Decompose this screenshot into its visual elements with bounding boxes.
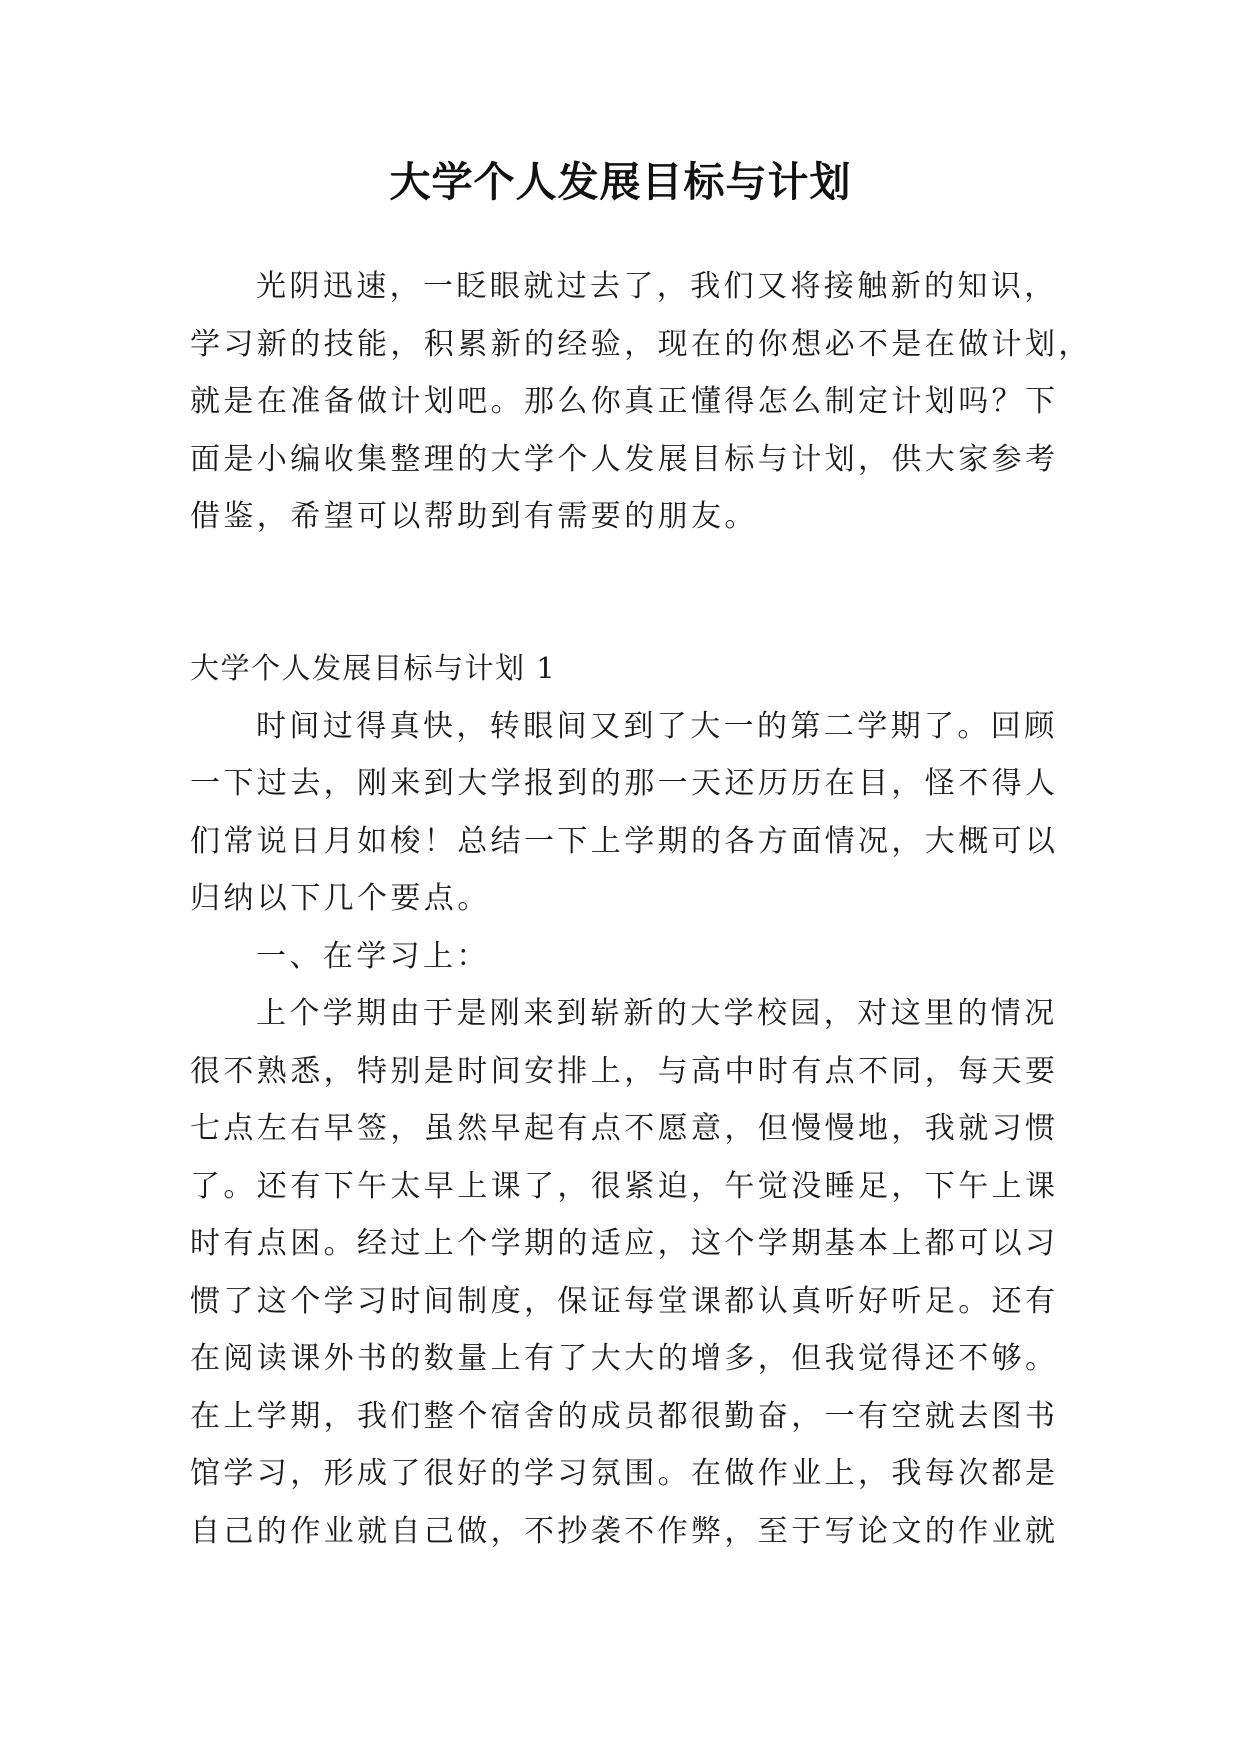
paragraph-line: 在上学期，我们整个宿舍的成员都很勤奋，一有空就去图书	[190, 1398, 1059, 1434]
paragraph-line: 归纳以下几个要点。	[190, 881, 491, 916]
paragraph-line: 自己的作业就自己做，不抄袭不作弊，至于写论文的作业就	[190, 1513, 1059, 1549]
paragraph-line: 很不熟悉，特别是时间安排上，与高中时有点不同，每天要	[190, 1053, 1059, 1089]
paragraph-line: 了。还有下午太早上课了，很紧迫，午觉没睡足，下午上课	[190, 1168, 1059, 1204]
paragraph-line: 惯了这个学习时间制度，保证每堂课都认真听好听足。还有	[190, 1283, 1059, 1319]
intro-line: 光阴迅速，一眨眼就过去了，我们又将接触新的知识，	[256, 269, 1058, 304]
paragraph-line: 们常说日月如梭！总结一下上学期的各方面情况，大概可以	[190, 823, 1059, 859]
subheading: 一、在学习上：	[256, 938, 490, 974]
paragraph-line: 七点左右早签，虽然早起有点不愿意，但慢慢地，我就习惯	[190, 1111, 1059, 1146]
document-title: 大学个人发展目标与计划	[389, 158, 852, 206]
section-1	[190, 640, 1070, 1560]
intro-line: 学习新的技能，积累新的经验，现在的你想必不是在做计划，	[190, 326, 1092, 362]
paragraph-line: 一下过去，刚来到大学报到的那一天还历历在目，怪不得人	[190, 766, 1059, 801]
paragraph-line: 在阅读课外书的数量上有了大大的增多，但我觉得还不够。	[190, 1341, 1059, 1376]
intro-paragraph	[190, 258, 1092, 546]
section-heading: 大学个人发展目标与计划 1	[190, 651, 557, 685]
paragraph-line: 时有点困。经过上个学期的适应，这个学期基本上都可以习	[190, 1226, 1059, 1261]
paragraph-line: 时间过得真快，转眼间又到了大一的第二学期了。回顾	[256, 708, 1058, 744]
intro-line: 就是在准备做计划吧。那么你真正懂得怎么制定计划吗？下	[190, 384, 1059, 419]
intro-line: 面是小编收集整理的大学个人发展目标与计划，供大家参考	[190, 441, 1059, 477]
paragraph-line: 馆学习，形成了很好的学习氛围。在做作业上，我每次都是	[190, 1456, 1059, 1491]
intro-line: 借鉴，希望可以帮助到有需要的朋友。	[190, 499, 758, 534]
paragraph-line: 上个学期由于是刚来到崭新的大学校园，对这里的情况	[256, 996, 1058, 1031]
